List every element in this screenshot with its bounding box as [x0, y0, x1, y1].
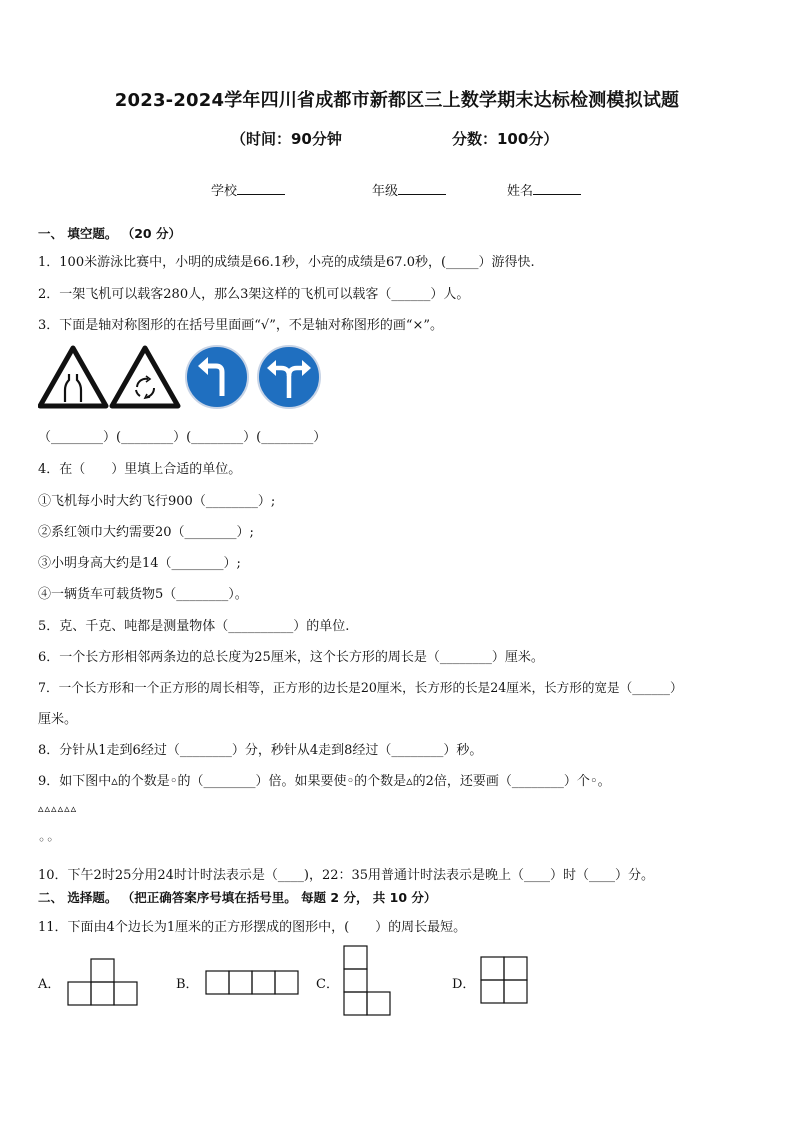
road-narrows-sign-icon [40, 348, 106, 406]
school-field[interactable] [211, 180, 285, 199]
grade-blank[interactable] [398, 180, 446, 195]
question-10: 10．下午2时25分用24时计时法表示是（____)，22：35用普通计时法表示是晚上（____）时（____）分。 [38, 868, 655, 883]
figure-c[interactable] [344, 946, 390, 1015]
question-4-2: ②系红领巾大约需要20（________）; [38, 525, 254, 540]
question-4-1: ①飞机每小时大约飞行900（________）; [38, 494, 276, 509]
question-4-4: ④一辆货车可载货物5（________）。 [38, 587, 248, 602]
question-1: 1．100米游泳比赛中，小明的成绩是66.1秒，小亮的成绩是67.0秒，(_____）游得快. [38, 255, 535, 270]
question-4-3: ③小明身高大约是14（________）; [38, 556, 241, 571]
left-or-right-sign-icon [258, 346, 320, 408]
school-blank[interactable] [237, 180, 285, 195]
question-6: 6．一个长方形相邻两条边的总长度为25厘米，这个长方形的周长是（________）厘米。 [38, 650, 544, 665]
question-2: 2．一架飞机可以载客280人，那么3架这样的飞机可以载客（______）人。 [38, 287, 470, 302]
question-7-cont: 厘米。 [38, 712, 78, 727]
question-8: 8．分针从1走到6经过（________）分，秒针从4走到8经过（________）秒。 [38, 743, 483, 758]
question-4: 4．在（ ）里填上合适的单位。 [38, 462, 242, 477]
question-11: 11．下面由4个边长为1厘米的正方形摆成的图形中，( ）的周长最短。 [38, 920, 467, 935]
roundabout-sign-icon [112, 348, 178, 406]
grade-field[interactable] [372, 180, 446, 199]
name-blank[interactable] [533, 180, 581, 195]
page-title: 2023-2024学年四川省成都市新都区三上数学期末达标检测模拟试题 [114, 90, 680, 111]
option-c-label[interactable]: C． [316, 977, 339, 992]
question-9: 9．如下图中▵的个数是◦的（________）倍。如果要使◦的个数是▵的2倍，还要画（________）个◦。 [38, 774, 611, 789]
grade-label: 年级 [372, 184, 399, 199]
option-d-label[interactable]: D． [452, 977, 476, 992]
figure-b[interactable] [206, 971, 298, 994]
square-figures [36, 942, 556, 1022]
question-3-answer-blanks[interactable]: （________）(________）(________）(________） [38, 430, 327, 445]
question-7: 7．一个长方形和一个正方形的周长相等，正方形的边长是20厘米，长方形的长是24厘米，长方形的宽是（______） [38, 680, 683, 695]
section-2-heading: 二、 选择题。 （把正确答案序号填在括号里。 每题 2 分， 共 10 分） [38, 890, 437, 905]
figure-a[interactable] [68, 959, 137, 1005]
school-label: 学校 [211, 184, 238, 199]
circle-row: ◦◦ [38, 833, 55, 847]
name-label: 姓名 [507, 184, 534, 199]
option-a-label[interactable]: A． [38, 977, 61, 992]
turn-left-sign-icon [186, 346, 248, 408]
question-3: 3．下面是轴对称图形的在括号里面画“√”，不是轴对称图形的画“×”。 [38, 318, 444, 333]
name-field[interactable] [507, 180, 581, 199]
traffic-signs [38, 344, 328, 410]
option-b-label[interactable]: B． [176, 977, 199, 992]
triangle-row: ▵▵▵▵▵▵ [38, 802, 78, 815]
figure-d[interactable] [481, 957, 527, 1003]
question-5: 5．克、千克、吨都是测量物体（__________）的单位. [38, 619, 350, 634]
section-1-heading: 一、 填空题。 （20 分） [38, 226, 181, 241]
exam-score: 分数：100分） [452, 130, 559, 148]
exam-time: （时间：90分钟 [231, 130, 342, 148]
